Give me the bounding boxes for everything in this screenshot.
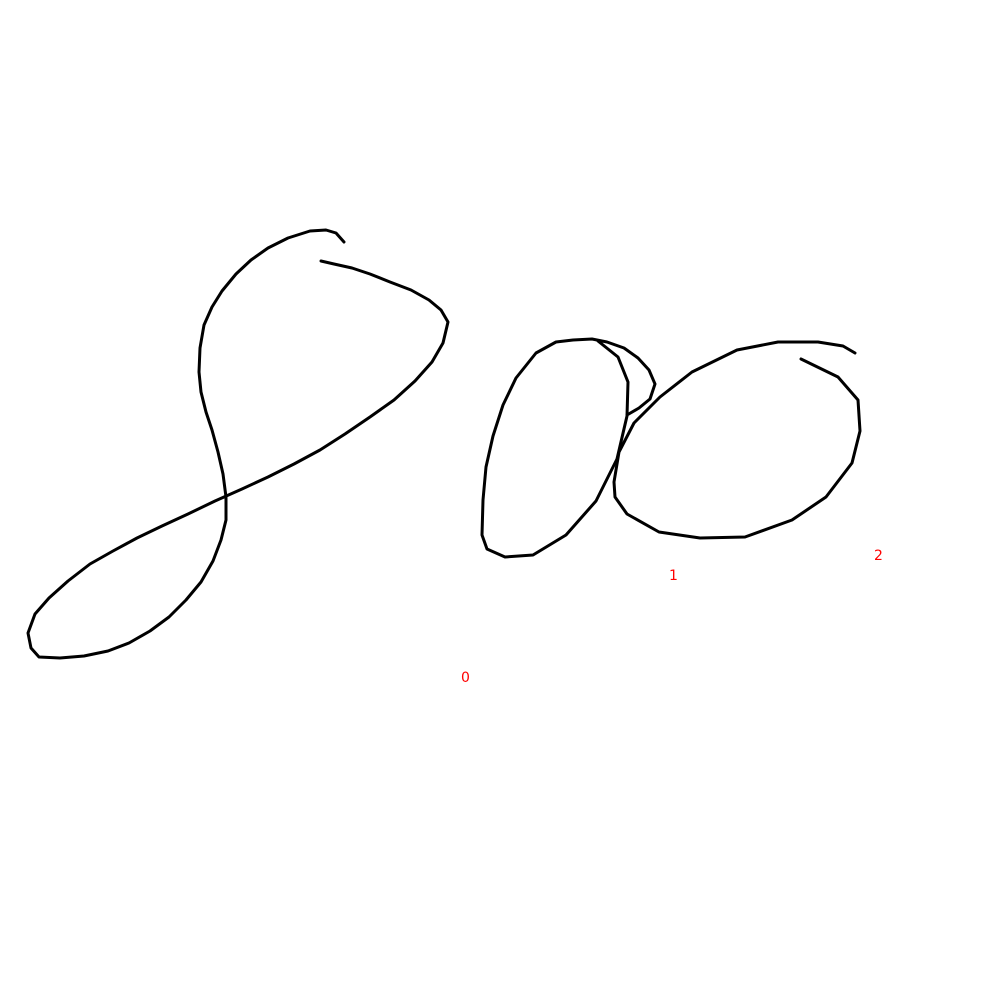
stroke-index-label-0: 0 <box>461 670 470 686</box>
stroke-0 <box>28 230 448 658</box>
stroke-index-label-2: 2 <box>874 548 883 564</box>
stroke-1 <box>482 339 655 557</box>
stroke-index-label-1: 1 <box>669 568 678 584</box>
